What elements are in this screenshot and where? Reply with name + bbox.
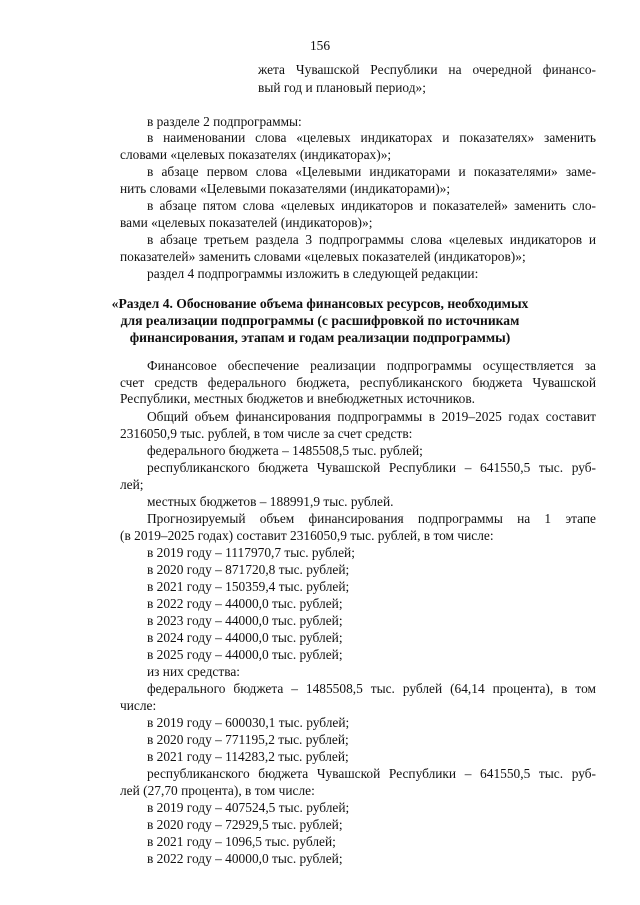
year-line: в 2021 году – 114283,2 тыс. рублей; [147, 749, 349, 764]
year-line: в 2021 году – 150359,4 тыс. рублей; [147, 579, 350, 594]
text-line: лей; [120, 477, 144, 492]
year-line: в 2023 году – 44000,0 тыс. рублей; [147, 613, 343, 628]
text-line: жета Чувашской Республики на очередной финансо- [258, 62, 596, 77]
year-line: в 2025 году – 44000,0 тыс. рублей; [147, 647, 343, 662]
text-line: в абзаце пятом слова «целевых индикаторов и показателей» заменить сло- [147, 198, 596, 213]
year-line: в 2020 году – 771195,2 тыс. рублей; [147, 732, 349, 747]
year-line: в 2022 году – 40000,0 тыс. рублей; [147, 851, 343, 866]
year-line: в 2020 году – 72929,5 тыс. рублей; [147, 817, 343, 832]
text-line: республиканского бюджета Чувашской Республики – 641550,5 тыс. руб- [147, 766, 596, 781]
year-line: в 2019 году – 407524,5 тыс. рублей; [147, 800, 350, 815]
text-line: раздел 4 подпрограммы изложить в следующей редакции: [147, 266, 479, 281]
text-line: местных бюджетов – 188991,9 тыс. рублей. [147, 494, 394, 509]
text-line: из них средства: [147, 664, 241, 679]
text-line: вый год и плановый период»; [258, 80, 426, 95]
year-line: в 2022 году – 44000,0 тыс. рублей; [147, 596, 343, 611]
text-line: Общий объем финансирования подпрограммы в 2019–2025 годах составит [147, 409, 596, 424]
text-line: числе: [120, 698, 157, 713]
section-heading: «Раздел 4. Обоснование объема финансовых ресурсов, необходимых [111, 296, 529, 311]
year-line: в 2019 году – 1117970,7 тыс. рублей; [147, 545, 355, 560]
text-line: в наименовании слова «целевых индикаторах и показателях» заменить [147, 130, 596, 145]
text-line: федерального бюджета – 1485508,5 тыс. рублей; [147, 443, 423, 458]
text-line: в разделе 2 подпрограммы: [147, 114, 302, 129]
text-line: нить словами «Целевыми показателями (индикаторами)»; [120, 181, 451, 196]
page-number: 156 [309, 38, 331, 53]
text-line: республиканского бюджета Чувашской Республики – 641550,5 тыс. руб- [147, 460, 596, 475]
year-line: в 2020 году – 871720,8 тыс. рублей; [147, 562, 350, 577]
text-line: Финансовое обеспечение реализации подпрограммы осуществляется за [147, 358, 596, 373]
text-line: Прогнозируемый объем финансирования подпрограммы на 1 этапе [147, 511, 596, 526]
text-line: счет средств федерального бюджета, республиканского бюджета Чувашской [120, 375, 596, 390]
text-line: лей (27,70 процента), в том числе: [120, 783, 315, 798]
year-line: в 2024 году – 44000,0 тыс. рублей; [147, 630, 343, 645]
text-line: показателей» заменить словами «целевых показателей (индикаторов)»; [120, 249, 526, 264]
section-heading: финансирования, этапам и годам реализации подпрограммы) [129, 330, 511, 345]
text-line: 2316050,9 тыс. рублей, в том числе за счет средств: [120, 426, 413, 441]
text-line: вами «целевых показателей (индикаторов)»; [120, 215, 373, 230]
year-line: в 2021 году – 1096,5 тыс. рублей; [147, 834, 336, 849]
year-line: в 2019 году – 600030,1 тыс. рублей; [147, 715, 350, 730]
section-heading: для реализации подпрограммы (с расшифровкой по источникам [120, 313, 520, 328]
text-line: (в 2019–2025 годах) составит 2316050,9 тыс. рублей, в том числе: [120, 528, 494, 543]
text-line: в абзаце первом слова «Целевыми индикаторами и показателями» заме- [147, 164, 596, 179]
text-line: в абзаце третьем раздела 3 подпрограммы слова «целевых индикаторов и [147, 232, 596, 247]
text-line: словами «целевых показателях (индикаторах)»; [120, 147, 392, 162]
text-line: Республики, местных бюджетов и внебюджетных источников. [120, 391, 475, 406]
text-line: федерального бюджета – 1485508,5 тыс. рублей (64,14 процента), в том [147, 681, 596, 696]
